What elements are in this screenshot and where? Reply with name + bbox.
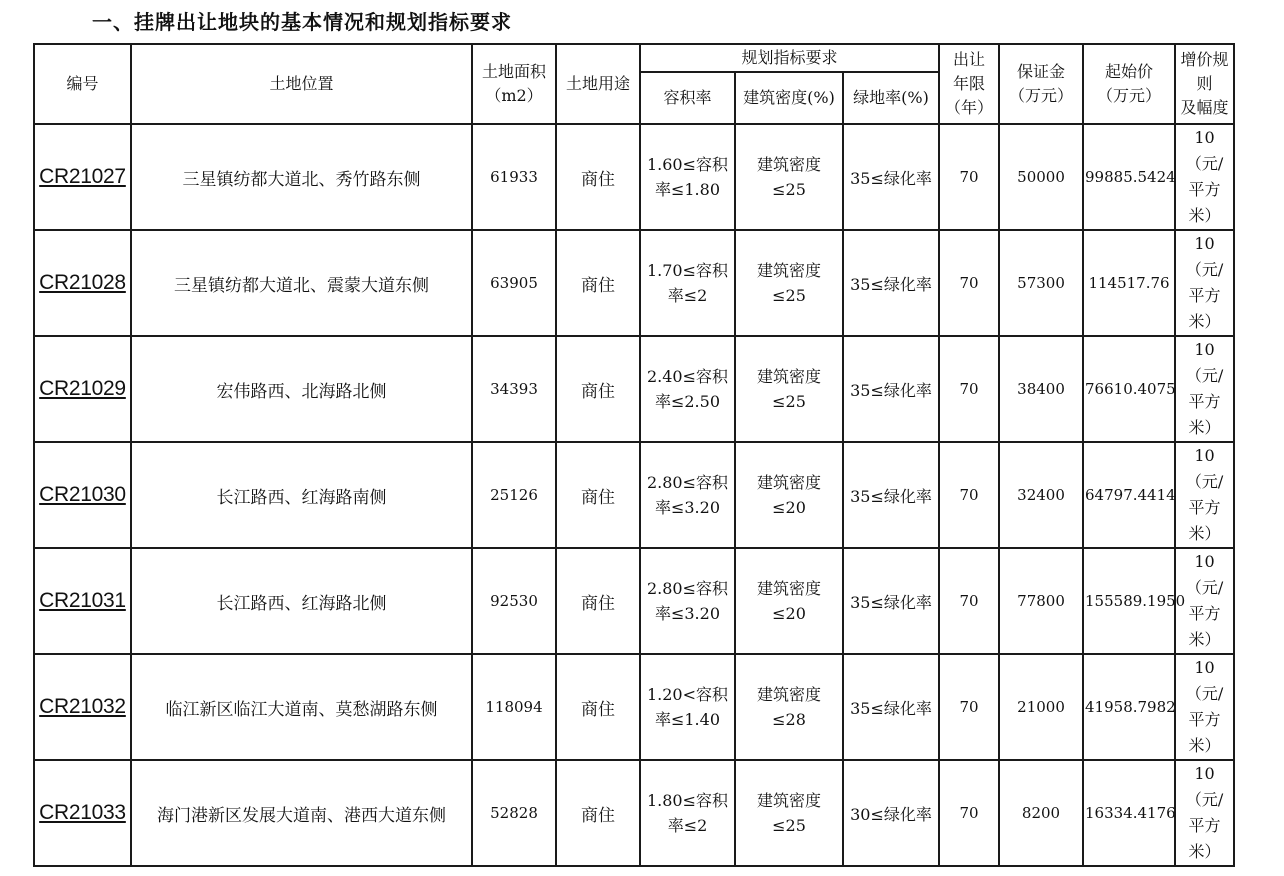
inc-line4: 米） [1188, 524, 1221, 543]
term-cell: 70 [939, 654, 999, 760]
table-row [34, 760, 1234, 866]
start-price-cell: 99885.5424 [1083, 124, 1175, 230]
table-row [34, 654, 1234, 760]
far-line2: 率≤2.50 [654, 392, 721, 411]
far-line1: 1.20<容积 [646, 685, 729, 704]
green-cell: 35≤绿化率 [843, 230, 939, 336]
start-price-cell: 41958.7982 [1083, 654, 1175, 760]
area-cell: 92530 [472, 548, 556, 654]
header-term [939, 44, 999, 124]
density-line1: 建筑密度 [756, 473, 821, 492]
density-line1: 建筑密度 [756, 579, 821, 598]
location-cell: 三星镇纺都大道北、震蒙大道东侧 [131, 230, 472, 336]
density-line1: 建筑密度 [756, 155, 821, 174]
far-cell [640, 336, 735, 442]
inc-line2: （元/ [1185, 154, 1224, 173]
inc-line3: 平方 [1188, 392, 1221, 411]
green-cell: 35≤绿化率 [843, 442, 939, 548]
location-cell: 宏伟路西、北海路北侧 [131, 336, 472, 442]
far-line2: 率≤2 [667, 816, 708, 835]
density-cell [735, 230, 843, 336]
header-green: 绿地率(%) [843, 72, 939, 124]
use-cell: 商住 [556, 654, 640, 760]
location-cell: 三星镇纺都大道北、秀竹路东侧 [131, 124, 472, 230]
parcel-code-link[interactable]: CR21032 [34, 654, 131, 760]
header-location: 土地位置 [131, 44, 472, 124]
far-line1: 2.40≤容积 [646, 367, 729, 386]
density-line2: ≤25 [772, 816, 806, 835]
header-start-line2: （万元） [1097, 86, 1162, 105]
header-row-top [34, 44, 1234, 72]
far-cell [640, 124, 735, 230]
far-line2: 率≤1.40 [654, 710, 721, 729]
far-cell [640, 760, 735, 866]
table-row [34, 442, 1234, 548]
area-cell: 61933 [472, 124, 556, 230]
inc-line3: 平方 [1188, 816, 1221, 835]
density-line1: 建筑密度 [756, 685, 821, 704]
section-title: 一、挂牌出让地块的基本情况和规划指标要求 [92, 10, 512, 34]
header-term-line1: 出让 [953, 50, 986, 69]
land-parcel-table [33, 43, 1235, 867]
density-cell [735, 760, 843, 866]
term-cell: 70 [939, 230, 999, 336]
header-increment [1175, 44, 1234, 124]
deposit-cell: 38400 [999, 336, 1083, 442]
area-cell: 25126 [472, 442, 556, 548]
density-cell [735, 654, 843, 760]
density-cell [735, 336, 843, 442]
inc-line2: （元/ [1185, 472, 1224, 491]
table-row [34, 124, 1234, 230]
header-area-line2: （m2） [485, 86, 543, 105]
start-price-cell: 64797.4414 [1083, 442, 1175, 548]
area-cell: 63905 [472, 230, 556, 336]
inc-line3: 平方 [1188, 604, 1221, 623]
inc-line2: （元/ [1185, 578, 1224, 597]
inc-line1: 10 [1194, 340, 1215, 359]
header-deposit-line2: （万元） [1009, 86, 1074, 105]
term-cell: 70 [939, 548, 999, 654]
start-price-cell: 155589.1950 [1083, 548, 1175, 654]
inc-line2: （元/ [1185, 790, 1224, 809]
far-line2: 率≤3.20 [654, 498, 721, 517]
parcel-code-link[interactable]: CR21027 [34, 124, 131, 230]
green-cell: 35≤绿化率 [843, 654, 939, 760]
green-cell: 35≤绿化率 [843, 124, 939, 230]
location-cell: 临江新区临江大道南、莫愁湖路东侧 [131, 654, 472, 760]
start-price-cell: 16334.4176 [1083, 760, 1175, 866]
start-price-cell: 114517.76 [1083, 230, 1175, 336]
far-line2: 率≤3.20 [654, 604, 721, 623]
inc-line1: 10 [1194, 552, 1215, 571]
inc-line2: （元/ [1185, 366, 1224, 385]
term-cell: 70 [939, 124, 999, 230]
header-deposit-line1: 保证金 [1017, 62, 1066, 81]
far-cell [640, 230, 735, 336]
far-line2: 率≤1.80 [654, 180, 721, 199]
far-line1: 1.80≤容积 [646, 791, 729, 810]
header-term-line3: （年） [945, 98, 994, 117]
header-inc-line3: 及幅度 [1180, 98, 1229, 117]
increment-cell [1175, 230, 1234, 336]
header-density: 建筑密度(%) [735, 72, 843, 124]
header-inc-line2: 则 [1196, 74, 1213, 93]
table-body [34, 124, 1234, 866]
density-line2: ≤25 [772, 392, 806, 411]
term-cell: 70 [939, 336, 999, 442]
inc-line1: 10 [1194, 658, 1215, 677]
increment-cell [1175, 442, 1234, 548]
far-line1: 2.80≤容积 [646, 579, 729, 598]
far-cell [640, 442, 735, 548]
increment-cell [1175, 124, 1234, 230]
density-line2: ≤20 [772, 498, 806, 517]
inc-line4: 米） [1188, 842, 1221, 861]
start-price-cell: 76610.4075 [1083, 336, 1175, 442]
use-cell: 商住 [556, 442, 640, 548]
density-line2: ≤25 [772, 180, 806, 199]
increment-cell [1175, 336, 1234, 442]
header-start-line1: 起始价 [1105, 62, 1154, 81]
inc-line2: （元/ [1185, 260, 1224, 279]
use-cell: 商住 [556, 548, 640, 654]
header-area-line1: 土地面积 [481, 62, 546, 81]
inc-line4: 米） [1188, 736, 1221, 755]
table-row [34, 230, 1234, 336]
inc-line4: 米） [1188, 206, 1221, 225]
deposit-cell: 21000 [999, 654, 1083, 760]
inc-line1: 10 [1194, 234, 1215, 253]
inc-line1: 10 [1194, 128, 1215, 147]
parcel-code-link[interactable]: CR21033 [34, 760, 131, 866]
density-line1: 建筑密度 [756, 367, 821, 386]
inc-line4: 米） [1188, 312, 1221, 331]
header-use: 土地用途 [556, 44, 640, 124]
inc-line1: 10 [1194, 764, 1215, 783]
far-line2: 率≤2 [667, 286, 708, 305]
parcel-code-link[interactable]: CR21030 [34, 442, 131, 548]
header-planning: 规划指标要求 [640, 44, 939, 72]
use-cell: 商住 [556, 760, 640, 866]
green-cell: 35≤绿化率 [843, 548, 939, 654]
density-line1: 建筑密度 [756, 261, 821, 280]
density-cell [735, 442, 843, 548]
far-line1: 2.80≤容积 [646, 473, 729, 492]
table-row [34, 548, 1234, 654]
inc-line4: 米） [1188, 418, 1221, 437]
inc-line1: 10 [1194, 446, 1215, 465]
header-code: 编号 [34, 44, 131, 124]
density-line2: ≤25 [772, 286, 806, 305]
deposit-cell: 8200 [999, 760, 1083, 866]
far-line1: 1.60≤容积 [646, 155, 729, 174]
header-inc-line1: 增价规 [1180, 50, 1229, 69]
location-cell: 海门港新区发展大道南、港西大道东侧 [131, 760, 472, 866]
header-far: 容积率 [640, 72, 735, 124]
inc-line3: 平方 [1188, 498, 1221, 517]
header-deposit [999, 44, 1083, 124]
table-row [34, 336, 1234, 442]
location-cell: 长江路西、红海路南侧 [131, 442, 472, 548]
area-cell: 52828 [472, 760, 556, 866]
area-cell: 118094 [472, 654, 556, 760]
use-cell: 商住 [556, 230, 640, 336]
inc-line2: （元/ [1185, 684, 1224, 703]
increment-cell [1175, 760, 1234, 866]
header-term-line2: 年限 [953, 74, 986, 93]
term-cell: 70 [939, 442, 999, 548]
density-line2: ≤20 [772, 604, 806, 623]
use-cell: 商住 [556, 124, 640, 230]
header-start-price [1083, 44, 1175, 124]
increment-cell [1175, 654, 1234, 760]
density-line1: 建筑密度 [756, 791, 821, 810]
far-line1: 1.70≤容积 [646, 261, 729, 280]
deposit-cell: 77800 [999, 548, 1083, 654]
green-cell: 35≤绿化率 [843, 336, 939, 442]
parcel-code-link[interactable]: CR21028 [34, 230, 131, 336]
area-cell: 34393 [472, 336, 556, 442]
density-cell [735, 548, 843, 654]
inc-line4: 米） [1188, 630, 1221, 649]
green-cell: 30≤绿化率 [843, 760, 939, 866]
header-area [472, 44, 556, 124]
parcel-code-link[interactable]: CR21029 [34, 336, 131, 442]
parcel-code-link[interactable]: CR21031 [34, 548, 131, 654]
deposit-cell: 32400 [999, 442, 1083, 548]
density-cell [735, 124, 843, 230]
far-cell [640, 654, 735, 760]
term-cell: 70 [939, 760, 999, 866]
deposit-cell: 57300 [999, 230, 1083, 336]
location-cell: 长江路西、红海路北侧 [131, 548, 472, 654]
use-cell: 商住 [556, 336, 640, 442]
inc-line3: 平方 [1188, 180, 1221, 199]
deposit-cell: 50000 [999, 124, 1083, 230]
far-cell [640, 548, 735, 654]
inc-line3: 平方 [1188, 286, 1221, 305]
inc-line3: 平方 [1188, 710, 1221, 729]
density-line2: ≤28 [772, 710, 806, 729]
